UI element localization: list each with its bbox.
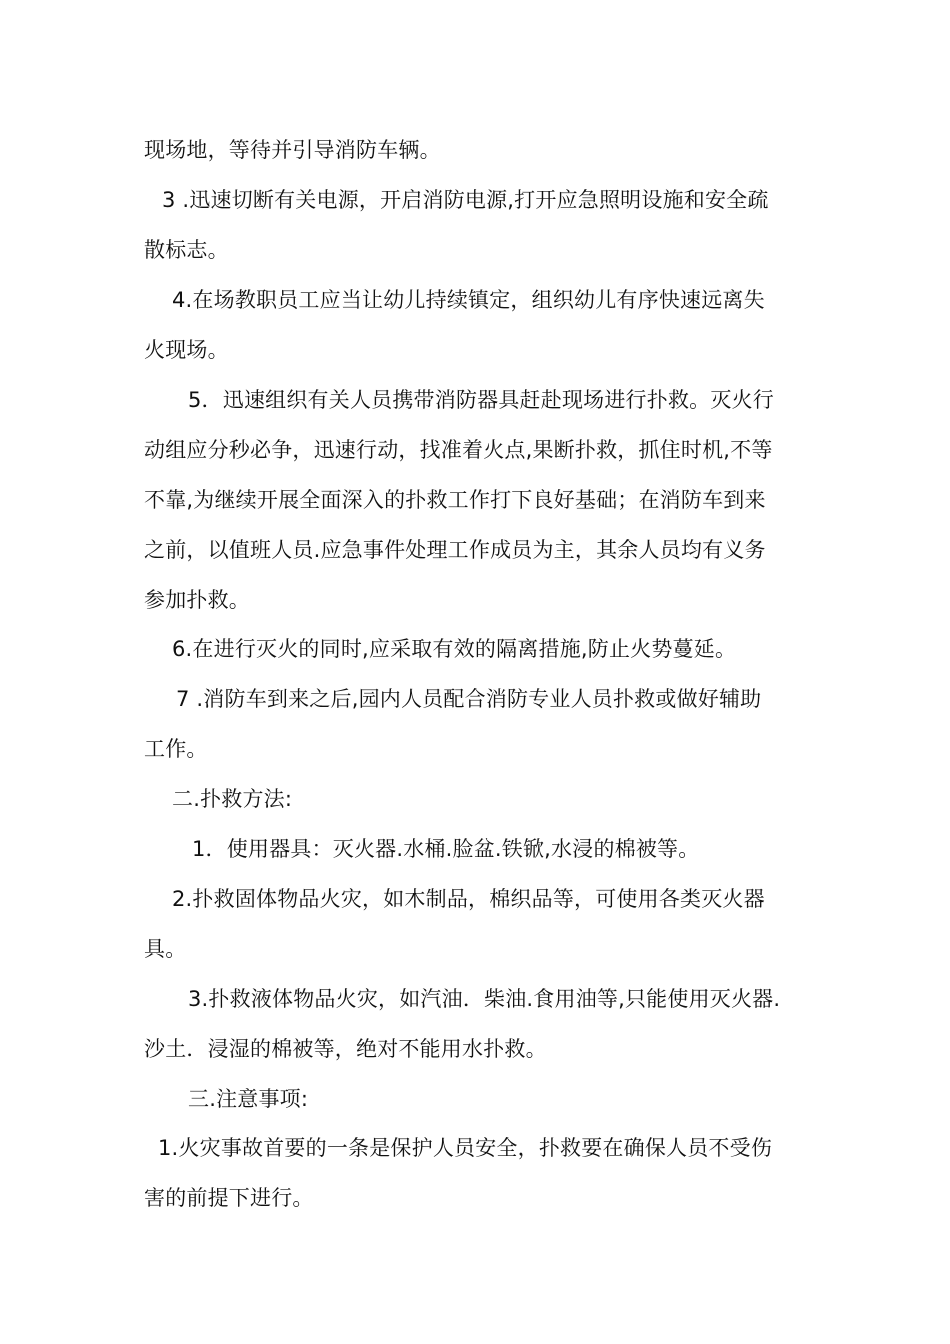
text-line: 具。 xyxy=(144,937,187,961)
text-line: 4.在场教职员工应当让幼儿持续镇定，组织幼儿有序快速远离失 xyxy=(172,288,765,312)
text-line: 动组应分秒必争，迅速行动，找准着火点,果断扑救，抓住时机,不等 xyxy=(144,438,773,462)
section-heading: 三.注意事项: xyxy=(188,1087,309,1111)
text-line: 沙土．浸湿的棉被等，绝对不能用水扑救。 xyxy=(144,1037,547,1061)
text-line: 不靠,为继续开展全面深入的扑救工作打下良好基础；在消防车到来 xyxy=(144,488,766,512)
text-line: 现场地，等待并引导消防车辆。 xyxy=(144,138,441,162)
text-line: 1．使用器具：灭火器.水桶.脸盆.铁锨,水浸的棉被等。 xyxy=(192,837,700,861)
text-line: 工作。 xyxy=(144,737,208,761)
text-line: 火现场。 xyxy=(144,338,229,362)
text-line: 6.在进行灭火的同时,应采取有效的隔离措施,防止火势蔓延。 xyxy=(172,637,737,661)
text-line: 害的前提下进行。 xyxy=(144,1186,314,1210)
text-line: 7 .消防车到来之后,园内人员配合消防专业人员扑救或做好辅助 xyxy=(176,687,762,711)
text-line: 1.火灾事故首要的一条是保护人员安全，扑救要在确保人员不受伤 xyxy=(158,1136,773,1160)
text-line: 3.扑救液体物品火灾，如汽油．柴油.食用油等,只能使用灭火器. xyxy=(188,987,781,1011)
text-line: 散标志。 xyxy=(144,238,229,262)
text-line: 之前，以值班人员.应急事件处理工作成员为主，其余人员均有义务 xyxy=(144,538,766,562)
text-line: 2.扑救固体物品火灾，如木制品，棉织品等，可使用各类灭火器 xyxy=(172,887,765,911)
section-heading: 二.扑救方法: xyxy=(172,787,293,811)
text-line: 5．迅速组织有关人员携带消防器具赶赴现场进行扑救。灭火行 xyxy=(188,388,774,412)
text-line: 3 .迅速切断有关电源，开启消防电源,打开应急照明设施和安全疏 xyxy=(162,188,769,212)
text-line: 参加扑救。 xyxy=(144,588,250,612)
